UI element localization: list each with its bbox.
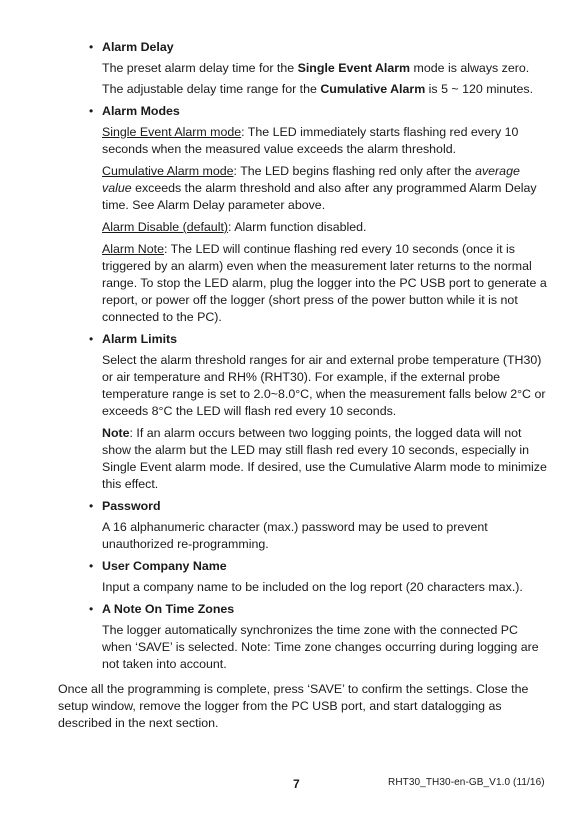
bold-term: Cumulative Alarm <box>320 82 426 96</box>
section-title: A Note On Time Zones <box>102 602 235 616</box>
section-title: Alarm Modes <box>102 104 180 118</box>
section-alarm-delay <box>58 39 548 98</box>
text: exceeds the alarm threshold and also after any programmed Alarm Delay time. See Alarm Delay parameter above. <box>102 181 537 212</box>
section-title: Alarm Limits <box>102 332 178 346</box>
section-alarm-limits <box>58 331 548 493</box>
section-alarm-modes <box>58 103 548 326</box>
paragraph: Select the alarm threshold ranges for air and external probe temperature (TH30) or air temperature and RH% (RHT30). For example, if the external probe temperature range is set to 2.0~8.0°C, when the measurement falls below 2°C or exceeds 8°C the LED will flash red every 10 seconds. <box>102 353 546 418</box>
page-content <box>58 39 548 736</box>
underlined-term: Alarm Disable (default) <box>102 220 229 234</box>
paragraph: Input a company name to be included on the log report (20 characters max.). <box>102 580 523 594</box>
section-time-zones <box>58 601 548 673</box>
paragraph-single-event <box>102 124 548 158</box>
paragraph-alarm-note <box>102 241 548 326</box>
paragraph: The logger automatically synchronizes the time zone with the connected PC when ‘SAVE’ is selected. Note: Time zone changes occurring during logging are not taken into account. <box>102 623 539 671</box>
section-title: User Company Name <box>102 559 227 573</box>
section-title: Alarm Delay <box>102 40 174 54</box>
bold-term: Note <box>102 426 130 440</box>
text: : If an alarm occurs between two logging points, the logged data will not show the alarm but the LED may still flash red every 10 seconds, especially in Single Event alarm mode. If desired, use the Cumulative Alarm mode to minimize this effect. <box>102 426 547 491</box>
underlined-term: Cumulative Alarm mode <box>102 164 234 178</box>
paragraph-disable <box>102 219 548 236</box>
bullet: • <box>89 40 94 54</box>
text: The adjustable delay time range for the <box>102 82 321 96</box>
paragraph <box>102 60 548 77</box>
closing-paragraph: Once all the programming is complete, press ‘SAVE’ to confirm the settings. Close the setup window, remove the logger from the PC USB port, and start datalogging as described in the next section. <box>58 682 529 730</box>
paragraph <box>102 81 548 98</box>
paragraph-note <box>102 425 548 493</box>
text: is 5 ~ 120 minutes. <box>425 82 534 96</box>
italic-term: average value <box>102 164 520 195</box>
text: : The LED will continue flashing red every 10 seconds (once it is triggered by an alarm) even when the measurement later returns to the normal range. To stop the LED alarm, plug the logger into the PC USB port to generate a report, or power off the logger (short press of the power button while it is not connected to the PC). <box>102 242 547 324</box>
document-reference: RHT30_TH30-en-GB_V1.0 (11/16) <box>388 777 545 788</box>
underlined-term: Alarm Note <box>102 242 164 256</box>
paragraph: A 16 alphanumeric character (max.) password may be used to prevent unauthorized re-programming. <box>102 520 488 551</box>
bold-term: Single Event Alarm <box>297 61 411 75</box>
bullet: • <box>89 332 94 346</box>
bullet: • <box>89 602 94 616</box>
text: mode is always zero. <box>410 61 530 75</box>
text: : The LED begins flashing red only after the <box>233 164 476 178</box>
bullet: • <box>89 559 94 573</box>
text: : The LED immediately starts flashing red every 10 seconds when the measured value exceeds the alarm threshold. <box>102 125 519 156</box>
underlined-term: Single Event Alarm mode <box>102 125 242 139</box>
section-user-company-name <box>58 558 548 596</box>
paragraph-cumulative <box>102 163 548 214</box>
text: The preset alarm delay time for the <box>102 61 298 75</box>
text: : Alarm function disabled. <box>228 220 367 234</box>
section-title: Password <box>102 499 161 513</box>
bullet: • <box>89 499 94 513</box>
section-password <box>58 498 548 553</box>
page-number: 7 <box>293 777 300 791</box>
bullet: • <box>89 104 94 118</box>
